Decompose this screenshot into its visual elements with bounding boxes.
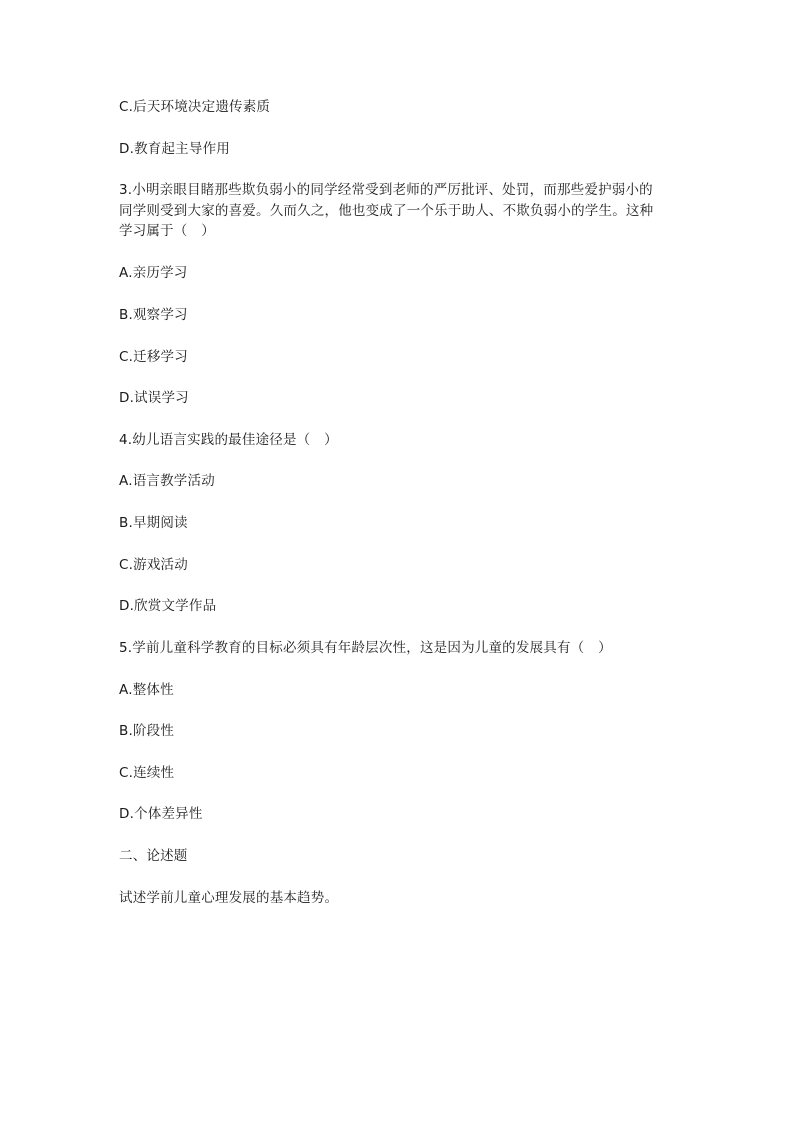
- q4-option-c: C.游戏活动: [119, 557, 188, 573]
- essay-question: 试述学前儿童心理发展的基本趋势。: [119, 890, 339, 906]
- q4-option-b: B.早期阅读: [119, 515, 188, 531]
- q4-option-a: A.语言教学活动: [119, 473, 215, 489]
- q5-option-b: B.阶段性: [119, 723, 175, 739]
- q3-option-d: D.试误学习: [119, 390, 189, 406]
- q3-option-c: C.迁移学习: [119, 349, 188, 365]
- section-heading-essay: 二、论述题: [119, 848, 188, 864]
- q5-stem: 5.学前儿童科学教育的目标必须具有年龄层次性，这是因为儿童的发展具有（ ）: [119, 640, 612, 656]
- q3-stem: [119, 180, 679, 242]
- q3-stem-line-1: 3.小明亲眼目睹那些欺负弱小的同学经常受到老师的严厉批评、处罚，而那些爱护弱小的: [119, 182, 653, 198]
- q4-stem: 4.幼儿语言实践的最佳途径是（ ）: [119, 432, 338, 448]
- q3-stem-line-2: 同学则受到大家的喜爱。久而久之，他也变成了一个乐于助人、不欺负弱小的学生。这种: [119, 202, 654, 219]
- q5-option-c: C.连续性: [119, 765, 175, 781]
- q4-option-d: D.欣赏文学作品: [119, 598, 217, 614]
- q2-option-d: D.教育起主导作用: [119, 141, 230, 157]
- q3-option-b: B.观察学习: [119, 307, 188, 323]
- q2-option-c: C.后天环境决定遗传素质: [119, 99, 271, 115]
- q5-option-a: A.整体性: [119, 682, 174, 698]
- q3-stem-line-3: 学习属于（ ）: [119, 223, 215, 239]
- q5-option-d: D.个体差异性: [119, 806, 203, 822]
- q3-option-a: A.亲历学习: [119, 265, 188, 281]
